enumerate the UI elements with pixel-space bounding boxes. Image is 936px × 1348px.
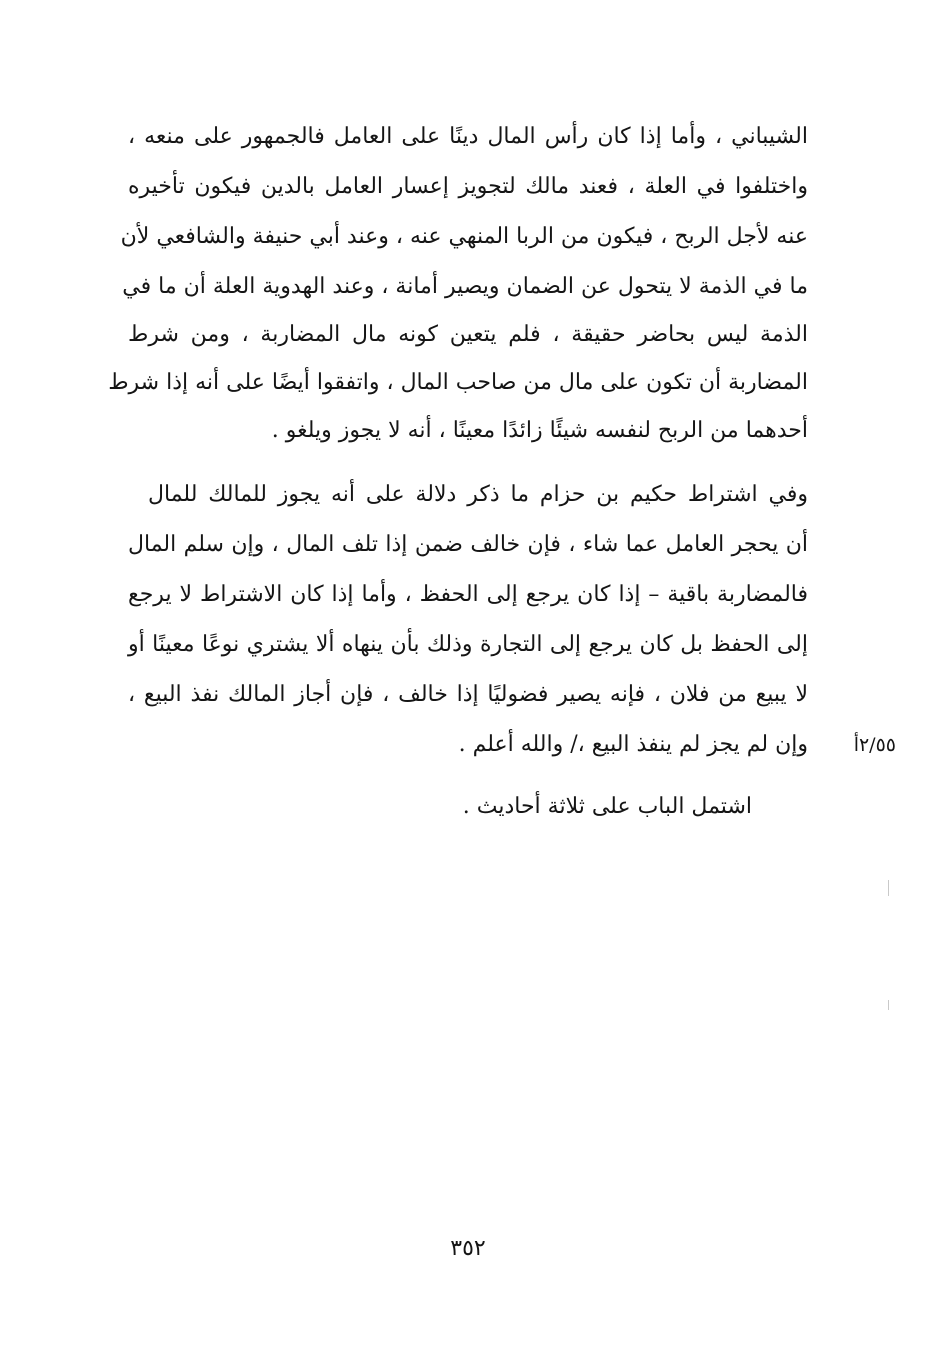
page-number: ٣٥٢ [450, 1236, 486, 1261]
text-line: إلى الحفظ بل كان يرجع إلى التجارة وذلك بأن ينهاه ألا يشتري نوعًا معينًا أو [128, 632, 808, 657]
text-line: المضاربة أن تكون على مال من صاحب المال ، واتفقوا أيضًا على أنه إذا شرط [108, 370, 808, 395]
text-line: ما في الذمة لا يتحول عن الضمان ويصير أمانة ، وعند الهدوية العلة أن ما في [122, 274, 808, 299]
text-line: وفي اشتراط حكيم بن حزام ما ذكر دلالة على أنه يجوز للمالك للمال [148, 482, 808, 507]
text-line: الشيباني ، وأما إذا كان رأس المال دينًا على العامل فالجمهور على منعه ، [128, 124, 808, 149]
scan-artifact [888, 1000, 889, 1010]
closing-line: اشتمل الباب على ثلاثة أحاديث . [462, 794, 752, 819]
text-line: أحدهما من الربح لنفسه شيئًا زائدًا معينًا ، أنه لا يجوز ويلغو . [271, 418, 808, 443]
scan-artifact [888, 880, 889, 896]
text-line: لا يبيع من فلان ، فإنه يصير فضوليًا إذا خالف ، فإن أجاز المالك نفذ البيع ، [128, 682, 808, 707]
text-line: وإن لم يجز لم ينفذ البيع ،/ والله أعلم . [458, 732, 808, 757]
text-line: أن يحجر العامل عما شاء ، فإن خالف ضمن إذا تلف المال ، وإن سلم المال [128, 532, 808, 557]
text-line: عنه لأجل الربح ، فيكون من الربا المنهي عنه ، وعند أبي حنيفة والشافعي لأن [120, 224, 808, 249]
text-line: واختلفوا في العلة ، فعند مالك لتجويز إعسار العامل بالدين فيكون تأخيره [128, 174, 808, 199]
text-line: الذمة ليس بحاضر حقيقة ، فلم يتعين كونه مال المضاربة ، ومن شرط [128, 322, 808, 347]
text-line: فالمضاربة باقية – إذا كان يرجع إلى الحفظ ، وأما إذا كان الاشتراط لا يرجع [128, 582, 808, 607]
margin-folio-reference: ٢/٥٥أ [853, 734, 896, 756]
